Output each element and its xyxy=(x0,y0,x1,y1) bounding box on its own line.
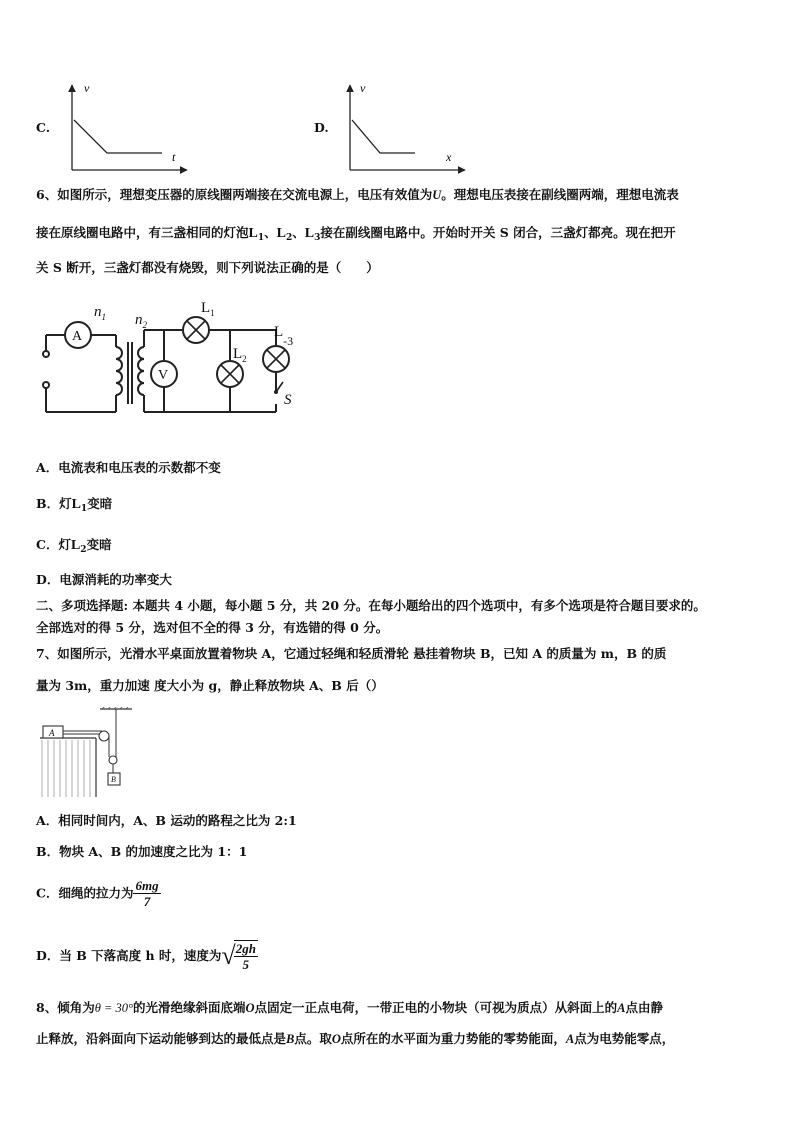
l1-label: $L_1$ xyxy=(201,300,215,318)
q7-option-a[interactable]: A．相同时间内，A、B 运动的路程之比为 2:1 xyxy=(36,813,297,828)
l2-label: $L_2$ xyxy=(233,346,247,364)
block-a-label: A xyxy=(49,728,55,738)
l3-label: $L_{-3}$ xyxy=(274,324,294,348)
block-b-label: B xyxy=(111,775,116,784)
n2-label: $n_2$ xyxy=(135,312,147,330)
graph-d-x-label: x xyxy=(446,150,452,164)
q6-stem-line-3: 关 S 断开，三盏灯都没有烧毁，则下列说法正确的是（ ） xyxy=(36,260,379,275)
q6-stem-line-1: 6、如图所示，理想变压器的原线圈两端接在交流电源上，电压有效值为U。理想电压表接在副线圈两端，理想电流表 xyxy=(36,187,679,202)
section-2-instructions-line-1: 二、多项选择题: 本题共 4 小题，每小题 5 分，共 20 分。在每小题给出的四个选项中，有多个选项是符合题目要求的。 xyxy=(36,598,706,613)
q7-option-b[interactable]: B．物块 A、B 的加速度之比为 1：1 xyxy=(36,844,248,859)
q6-option-a[interactable]: A．电流表和电压表的示数都不变 xyxy=(36,460,221,475)
q7-stem-line-2: 量为 3m，重力加速 度大小为 g，静止释放物块 A、B 后（） xyxy=(36,678,384,693)
n1-label: $n_1$ xyxy=(94,304,106,322)
graph-c-x-label: t xyxy=(172,150,176,164)
q6-option-d[interactable]: D．电源消耗的功率变大 xyxy=(36,572,172,587)
q7-option-c-fraction: $\frac{6mg}{7}$ xyxy=(135,878,159,909)
q6-stem-line-2: 接在原线圈电路中，有三盏相同的灯泡$L_1$、$L_2$、$L_3$接在副线圈电路中。开始时开关 S 闭合，三盏灯都亮。现在把开 xyxy=(36,225,676,243)
q5-graph-c xyxy=(62,80,192,175)
q5-graph-d xyxy=(340,80,470,175)
graph-d-y-label: v xyxy=(360,81,366,95)
section-2-instructions-line-2: 全部选对的得 5 分，选对但不全的得 3 分，有选错的得 0 分。 xyxy=(36,620,389,635)
q7-option-c[interactable]: C．细绳的拉力为 $\frac{6mg}{7}$ xyxy=(36,878,159,909)
ammeter-label: A xyxy=(72,329,83,344)
q5-option-c-label: C. xyxy=(36,120,51,135)
q6-option-c[interactable]: C．灯$L_2$变暗 xyxy=(36,537,112,555)
q6-option-b[interactable]: B．灯$L_1$变暗 xyxy=(36,496,113,514)
q5-option-d-label: D. xyxy=(314,120,329,135)
q6-circuit-diagram xyxy=(36,292,306,422)
graph-c-y-label: v xyxy=(84,81,90,95)
sqrt-sign: √ xyxy=(221,941,236,970)
q8-stem-line-1: 8、倾角为θ = 30°的光滑绝缘斜面底端O点固定一正点电荷，一带正电的小物块（可视为质点）从斜面上的A点由静 xyxy=(36,1000,663,1015)
q7-option-d[interactable]: D．当 B 下落高度 h 时，速度为√ $\frac{2gh}{5}$ xyxy=(36,941,256,972)
q7-stem-line-1: 7、如图所示，光滑水平桌面放置着物块 A，它通过轻绳和轻质滑轮 悬挂着物块 B，已知 A 的质量为 m，B 的质 xyxy=(36,646,667,661)
switch-label: S xyxy=(284,392,292,408)
q7-option-d-fraction: $\frac{2gh}{5}$ xyxy=(235,941,256,972)
q8-stem-line-2: 止释放，沿斜面向下运动能够到达的最低点是B点。取O点所在的水平面为重力势能的零势能面，A点为电势能零点， xyxy=(36,1031,675,1046)
voltmeter-label: V xyxy=(158,368,169,383)
q7-pulley-figure xyxy=(40,707,140,797)
